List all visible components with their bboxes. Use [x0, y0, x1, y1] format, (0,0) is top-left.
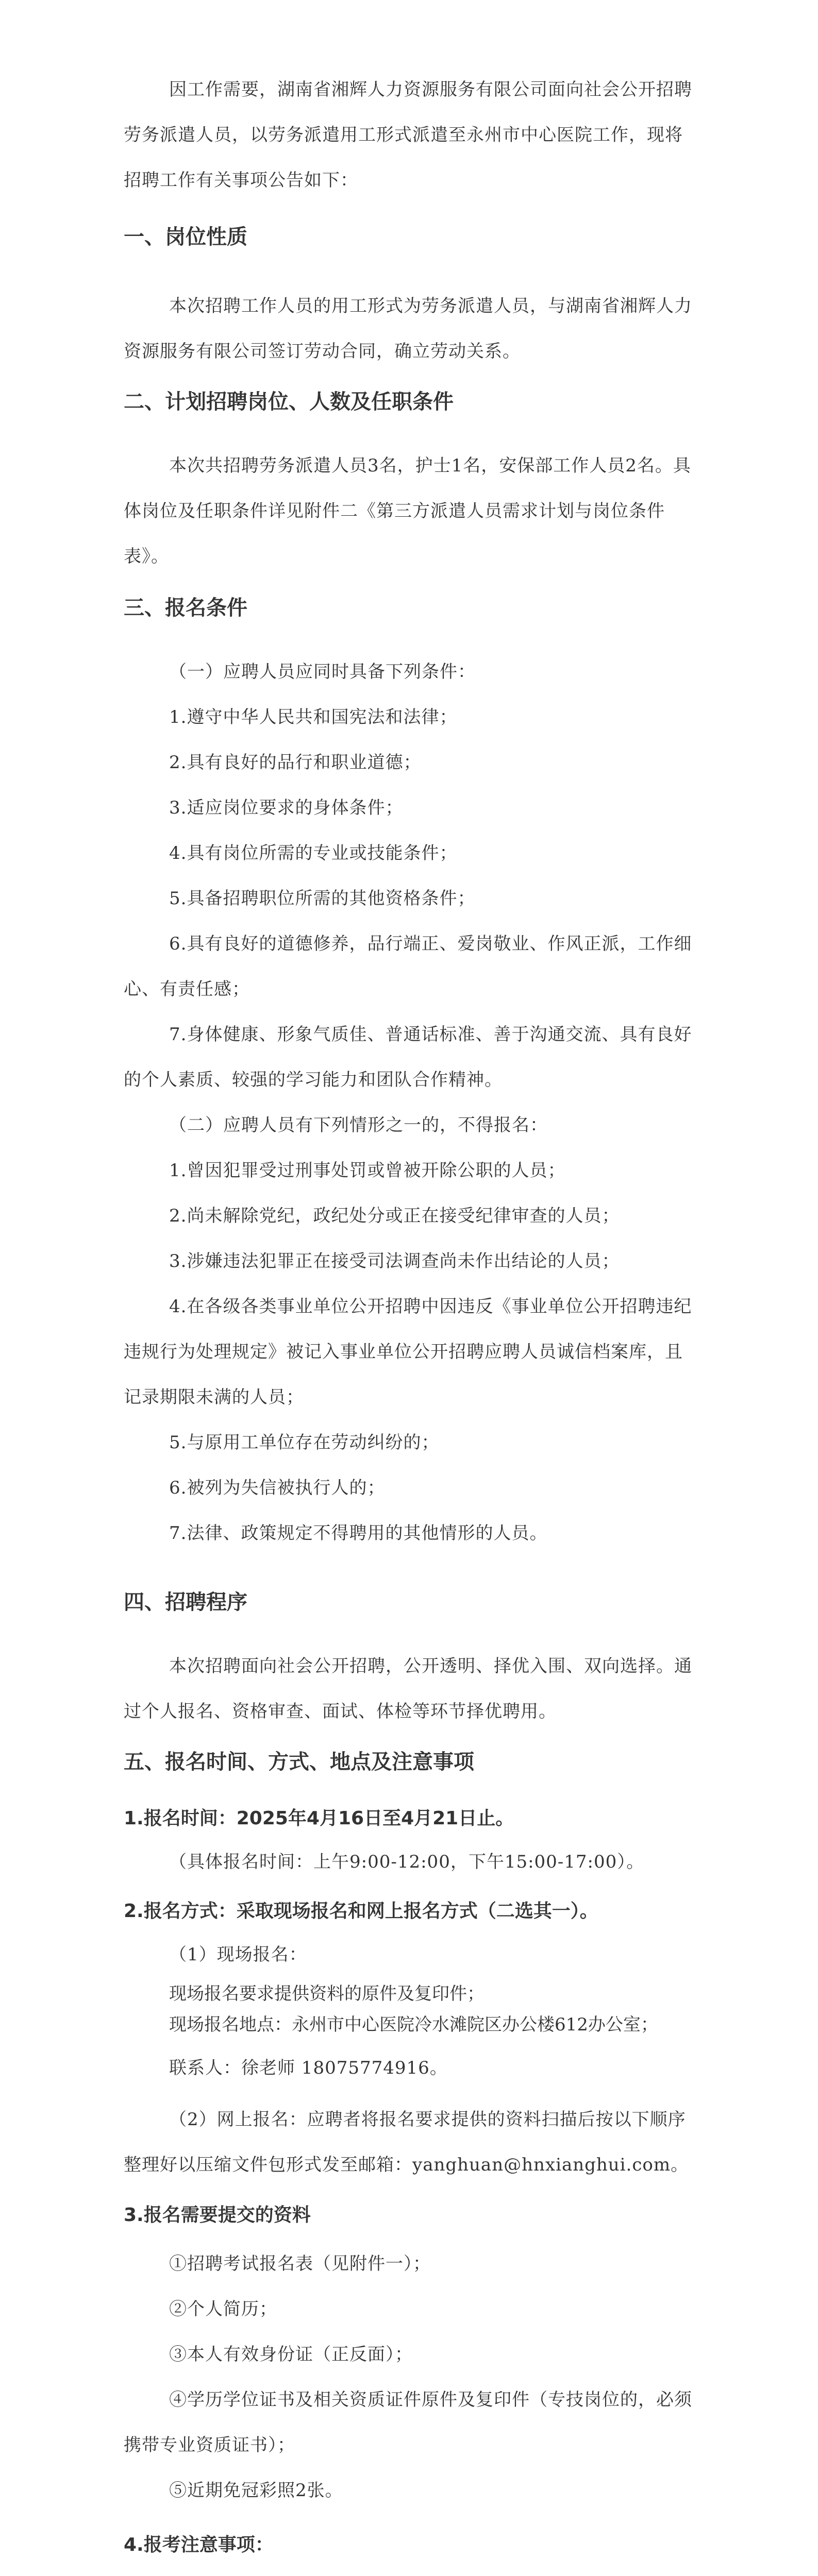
exclusion-5: 5.与原用工单位存在劳动纠纷的；	[169, 1432, 440, 1453]
exclusion-6: 6.被列为失信被执行人的；	[169, 1478, 386, 1498]
exclusion-2: 2.尚未解除党纪，政纪处分或正在接受纪律审查的人员；	[169, 1206, 620, 1226]
condition-4: 4.具有岗位所需的专业或技能条件；	[169, 843, 458, 863]
online-signup-text: （2）网上报名：应聘者将报名要求提供的资料扫描后按以下顺序整理好以压缩文件包形式发至邮箱：yanghuan@hnxianghui.com。	[124, 2109, 689, 2175]
onsite-address: 现场报名地点：永州市中心医院冷水滩院区办公楼612办公室；	[169, 2014, 658, 2035]
section-1-text: 本次招聘工作人员的用工形式为劳务派遣人员，与湖南省湘辉人力资源服务有限公司签订劳动合同，确立劳动关系。	[124, 296, 692, 362]
signup-time-detail: （具体报名时间：上午9:00-12:00，下午15:00-17:00）。	[169, 1852, 645, 1872]
signup-method-heading: 2.报名方式：采取现场报名和网上报名方式（二选其一）。	[124, 1901, 598, 1922]
section-4-text: 本次招聘面向社会公开招聘，公开透明、择优入围、双向选择。通过个人报名、资格审查、面试、体检等环节择优聘用。	[124, 1656, 692, 1722]
section-5-heading: 五、报名时间、方式、地点及注意事项	[124, 1750, 474, 1774]
material-2: ②个人简历；	[169, 2299, 277, 2319]
section-2-heading: 二、计划招聘岗位、人数及任职条件	[124, 390, 454, 414]
section-3-heading: 三、报名条件	[124, 596, 247, 620]
signup-time-heading: 1.报名时间：2025年4月16日至4月21日止。	[124, 1808, 514, 1829]
condition-5: 5.具备招聘职位所需的其他资格条件；	[169, 888, 476, 909]
section-3-sub2: （二）应聘人员有下列情形之一的，不得报名：	[169, 1115, 548, 1136]
section-4-heading: 四、招聘程序	[124, 1590, 247, 1614]
material-3: ③本人有效身份证（正反面）；	[169, 2344, 413, 2365]
onsite-requirement: 现场报名要求提供资料的原件及复印件；	[169, 1984, 485, 2004]
exclusion-1: 1.曾因犯罪受过刑事处罚或曾被开除公职的人员；	[169, 1160, 566, 1181]
material-5: ⑤近期免冠彩照2张。	[169, 2480, 343, 2501]
condition-2: 2.具有良好的品行和职业道德；	[169, 752, 422, 773]
section-1-heading: 一、岗位性质	[124, 225, 247, 249]
exclusion-3: 3.涉嫌违法犯罪正在接受司法调查尚未作出结论的人员；	[169, 1251, 620, 1272]
contact-info: 联系人：徐老师 18075774916。	[169, 2058, 448, 2078]
onsite-signup-label: （1）现场报名：	[169, 1944, 307, 1965]
section-2-text: 本次共招聘劳务派遣人员3名，护士1名，安保部工作人员2名。具体岗位及任职条件详见附件二《第三方派遣人员需求计划与岗位条件表》。	[124, 455, 691, 567]
condition-3: 3.适应岗位要求的身体条件；	[169, 798, 404, 818]
material-1: ①招聘考试报名表（见附件一）；	[169, 2253, 431, 2274]
note-1	[124, 2571, 696, 2576]
notes-heading: 4.报考注意事项：	[124, 2534, 274, 2555]
exclusion-4: 4.在各级各类事业单位公开招聘中因违反《事业单位公开招聘违纪违规行为处理规定》被记入事业单位公开招聘应聘人员诚信档案库，且记录期限未满的人员；	[124, 1296, 692, 1408]
exclusion-7: 7.法律、政策规定不得聘用的其他情形的人员。	[169, 1523, 548, 1544]
material-4: ④学历学位证书及相关资质证件原件及复印件（专技岗位的，必须携带专业资质证书）；	[124, 2389, 692, 2455]
intro-paragraph: 因工作需要，湖南省湘辉人力资源服务有限公司面向社会公开招聘劳务派遣人员，以劳务派遣用工形式派遣至永州市中心医院工作，现将招聘工作有关事项公告如下：	[124, 79, 692, 191]
condition-6: 6.具有良好的道德修养，品行端正、爱岗敬业、作风正派，工作细心、有责任感；	[124, 934, 692, 999]
condition-1: 1.遵守中华人民共和国宪法和法律；	[169, 707, 458, 727]
condition-7: 7.身体健康、形象气质佳、普通话标准、善于沟通交流、具有良好的个人素质、较强的学习能力和团队合作精神。	[124, 1024, 692, 1090]
section-3-sub1: （一）应聘人员应同时具备下列条件：	[169, 662, 476, 682]
materials-heading: 3.报名需要提交的资料	[124, 2205, 311, 2226]
